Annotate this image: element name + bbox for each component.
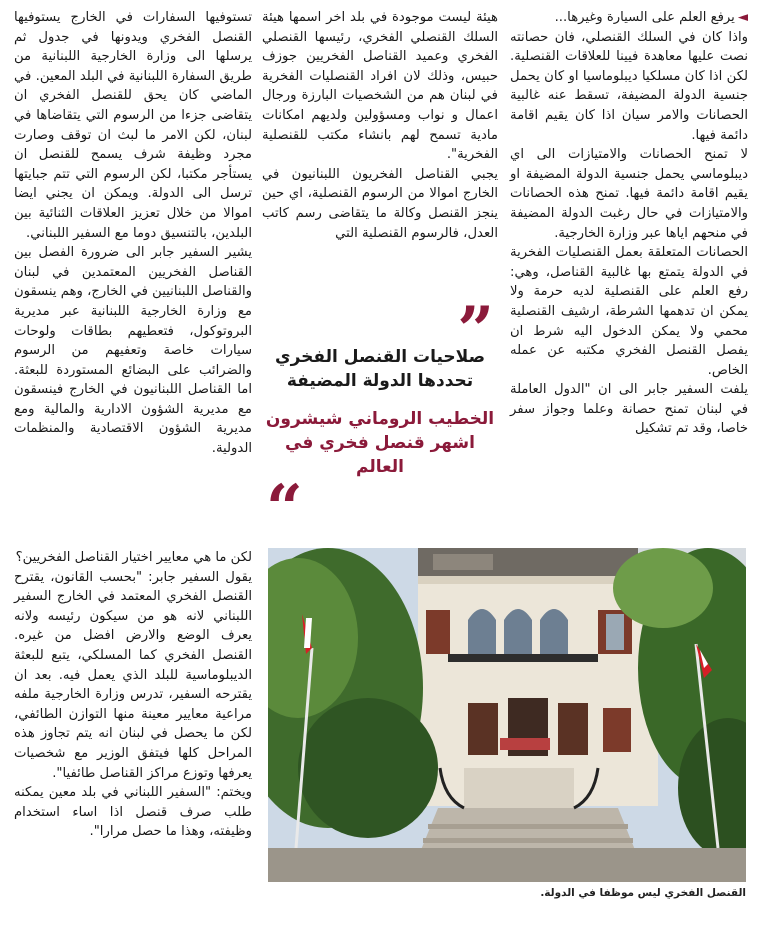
article-column-bottom-left bbox=[14, 548, 252, 842]
paragraph: ويختم: "السفير اللبناني في بلد معين يمكنه طلب صرف قنصل اذا اساء استخدام وظيفته، وهذا ما حصل مرارا". bbox=[14, 785, 252, 840]
photo-caption: القنصل الفخري ليس موظفا في الدولة. bbox=[540, 887, 746, 899]
paragraph: تستوفيها السفارات في الخارج يستوفيها القنصل الفخري ويدونها في جدول ثم يرسلها الى وزارة الخارجية اللبنانية من طريق السفارة اللبنانية في البلد المعين. في الماضي كان يحق للقنصل الفخري ان يتقاضى جزءا من الرسوم التي يتقاضاها في لبنان، لكن الامر ما لبث ان توقف وصارت مجرد وظيفة شرف يسمح للقنصل ان يستأجر مكتبا، لكن الرسوم التي تتم جبايتها ترسل الى الدولة. ويمكن ان يجني ايضا اموالا من خلال تعزيز العلاقات الثنائية بين البلدين، بالتنسيق دوما مع السفير اللبناني. bbox=[14, 10, 252, 241]
article-column-right bbox=[510, 8, 748, 439]
paragraph: لا تمنح الحصانات والامتيازات الى اي ديبلوماسي يحمل جنسية الدولة المضيفة او يقيم اقامة دائمة فيها. تمنح هذه الحصانات والامتيازات في حال رغبت الدولة المضيفة في منحهم اياها عبر وزارة الخارجية. bbox=[510, 147, 748, 241]
building-illustration bbox=[268, 548, 746, 882]
paragraph: يلفت السفير جابر الى ان "الدول العاملة في لبنان تمنح حصانة وعلما وجواز سفر خاصا، وقد تم تشكيل bbox=[510, 382, 748, 437]
paragraph: يجبي القناصل الفخريون اللبنانيون في الخارج اموالا من الرسوم القنصلية، اي حين ينجز القنصل وكالة ما يتقاضى رسم كاتب العدل، فالرسوم القنصلية التي bbox=[262, 166, 498, 241]
paragraph: لكن ما هي معايير اختيار القناصل الفخريين؟ bbox=[15, 550, 252, 565]
pull-quote-heading-secondary: الخطيب الروماني شيشرون اشهر قنصل فخري في العالم bbox=[265, 409, 495, 477]
paragraph bbox=[510, 8, 748, 28]
article-column-middle bbox=[262, 8, 498, 243]
bullet-marker: ◄ bbox=[737, 10, 748, 25]
paragraph: يشير السفير جابر الى ضرورة الفصل بين القناصل الفخريين المعتمدين في لبنان والقناصل اللبنانيين في الخارج، وهم ينسقون مع وزارة الخارجية اللبنانية عبر مديرية البروتوكول، فتعطيهم بطاقات ولوحات سيارات خاصة وتعفيهم من الرسوم والضرائب على البضائع المستوردة للبعثة. اما القناصل اللبنانيون في الخارج فينسقون مع مديرية الشؤون الادارية والمالية ومع مديرية الشؤون الاقتصادية والمنظمات الدولية. bbox=[14, 245, 252, 457]
pull-quote bbox=[262, 293, 498, 546]
close-quote-icon: “ bbox=[266, 471, 303, 546]
paragraph-text: يرفع العلم على السيارة وغيرها... bbox=[554, 10, 735, 25]
open-quote-icon: ” bbox=[457, 293, 494, 368]
building-photo bbox=[268, 548, 746, 882]
paragraph: واذا كان في السلك القنصلي، فان حصانته نصت عليها معاهدة فيينا للعلاقات القنصلية. لكن اذا كان مسلكيا ديبلوماسيا او كان يحمل جنسية الدولة المضيفة، تسقط عنه غالبية الحصانات والامر سيان اذا كان يقيم اقامة دائمة فيها. bbox=[510, 29, 748, 143]
paragraph: الحصانات المتعلقة بعمل القنصليات الفخرية في الدولة يتمتع بها غالبية القناصل، وهي: رفع العلم على القنصلية لديه حرمة ولا يمكن ان تدهمها الشرطة، ارشيف القنصلية محمي ولا يمكن الدخول اليه شرط ان يفصل القنصل الفخري مكتبه عن عمله الخاص. bbox=[510, 245, 748, 378]
article-column-left bbox=[14, 8, 252, 459]
paragraph: هيئة ليست موجودة في بلد اخر اسمها هيئة السلك القنصلي الفخري، رئيسها القنصلي الفخري وعميد القناصل الفخريين جوزف حبيس، وذلك لان افراد القنصليات الفخرية في لبنان هم من الشخصيات البارزة ورجال اعمال و نواب ومسؤولين ولديهم امكانات مادية تسمح لهم بانشاء مكتب للقنصلية الفخرية". bbox=[262, 10, 498, 163]
paragraph: يقول السفير جابر: "بحسب القانون، يقترح القنصل الفخري المعتمد في الخارج السفير اللبناني لانه هو من سيكون رئيسه ولانه يعرف الوضع والارض افضل من غيره. القنصل الفخري كما المسلكي، يتبع للبعثة الديبلوماسية للبلد الذي يعمل فيه. بعد ان يقترحه السفير، تدرس وزارة الخارجية ملفه مراعية معايير معينة منها التوازن الطائفي، لكن ما يحصل في لبنان انه يتم تجاوز هذه المراحل كلها فيتفق الوزير مع شخصيات يعرفها وتوزع مراكز القناصل طائفيا". bbox=[14, 569, 252, 781]
pull-quote-heading-primary: صلاحيات القنصل الفخري تحددها الدولة المضيفة bbox=[275, 347, 485, 391]
